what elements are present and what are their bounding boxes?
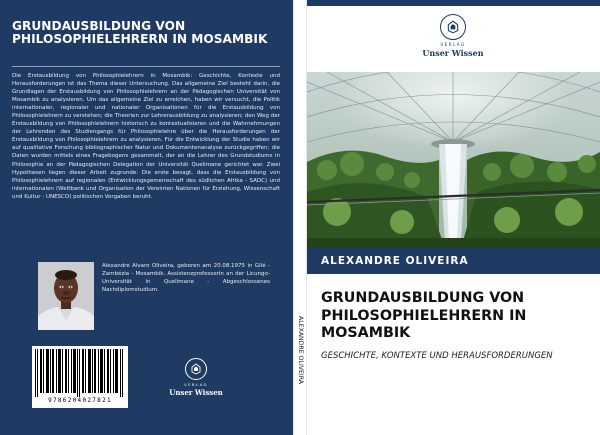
publisher-emblem-icon (185, 358, 207, 380)
front-publisher-tagline: VERLAG (440, 42, 466, 47)
barcode-bars (35, 349, 125, 397)
front-cover (307, 0, 600, 435)
isbn-barcode (32, 346, 128, 408)
publisher-tagline: VERLAG (184, 382, 208, 387)
divider (12, 66, 280, 67)
publisher-name: Unser Wissen (169, 388, 223, 397)
spine-author: ALEXANDRE OLIVEIRA (297, 316, 304, 385)
book-title: GRUNDAUSBILDUNG VON PHILOSOPHIELEHRERN IN MOSAMBIK (321, 290, 527, 342)
author-bar (307, 248, 600, 274)
cover-photo (307, 72, 600, 248)
back-cover-title: GRUNDAUSBILDUNG VON PHILOSOPHIELEHRERN IN MOSAMBIK (12, 19, 268, 46)
author-photo (38, 262, 94, 330)
front-publisher-logo (418, 14, 488, 58)
author-bio: Alexandre Alvaro Oliveira, geboren am 20.08.1975 in Gilé - Zambézia - Mosambik. Assistenzprofessorin an der Licungo-Universität in Quelimane - Abgeschlossenes Nachdiplomstudium. (102, 263, 270, 294)
publisher-logo (166, 358, 226, 397)
book-subtitle: GESCHICHTE, KONTEXTE UND HERAUSFORDERUNGEN (321, 351, 553, 361)
back-cover (0, 0, 293, 435)
isbn-number: 9786204027821 (48, 397, 112, 404)
back-cover-blurb: Die Erstausbildung von Philosophielehrern in Mosambik: Geschichte, Kontexte und Herausforderungen ist das Thema dieser Untersuchung. Das allgemeine Ziel besteht darin, die Grundlagen der Erstausbildung von Philosophielehrern an der Pädagogischen Universität von Mosambik zu analysieren. Um das allgemeine Ziel zu erreichen, haben wir versucht, die Politik internationaler, regionaler und nationaler Organisationen für die Erstausbildung von Philosophielehrern zu verstehen; die Theorien zur Lehrerausbildung zu analysieren; den Weg der Erstausbildung von Philosophielehrern historisch zu kontextualisieren und die Wahrnehmungen der Lehrenden des Studiengangs für Philosophielehre über die Herausforderungen der Erstausbildung von Philosophielehrern zu analysieren. Für die Entwicklung der Studie haben wir auf qualitative Forschung bibliographischer Natur und Dokumentenanalyse zurückgegriffen; die Daten wurden mittels eines Fragebogens gesammelt, der an die Lehrer des Grundstudiums in Philosophie an der Pädagogischen Delegation der Universität Quelimane gerichtet war. Zwei Hypothesen liegen dieser Arbeit zugrunde: Die erste besagt, dass die Erstausbildung von Philosophielehrern auf regionalen (Entwicklungsgemeinschaft des südlichen Afrika - SADC) und internationalen (Weltbank und Organisation der Vereinten Nationen für Erziehung, Wissenschaft und Kultur - UNESCO) politischen Vorgaben beruht. (12, 73, 280, 200)
front-top-bar (307, 0, 600, 6)
front-author-name: ALEXANDRE OLIVEIRA (321, 255, 469, 267)
publisher-emblem-icon (440, 14, 466, 40)
spine (293, 0, 307, 435)
front-publisher-name: Unser Wissen (422, 48, 484, 58)
